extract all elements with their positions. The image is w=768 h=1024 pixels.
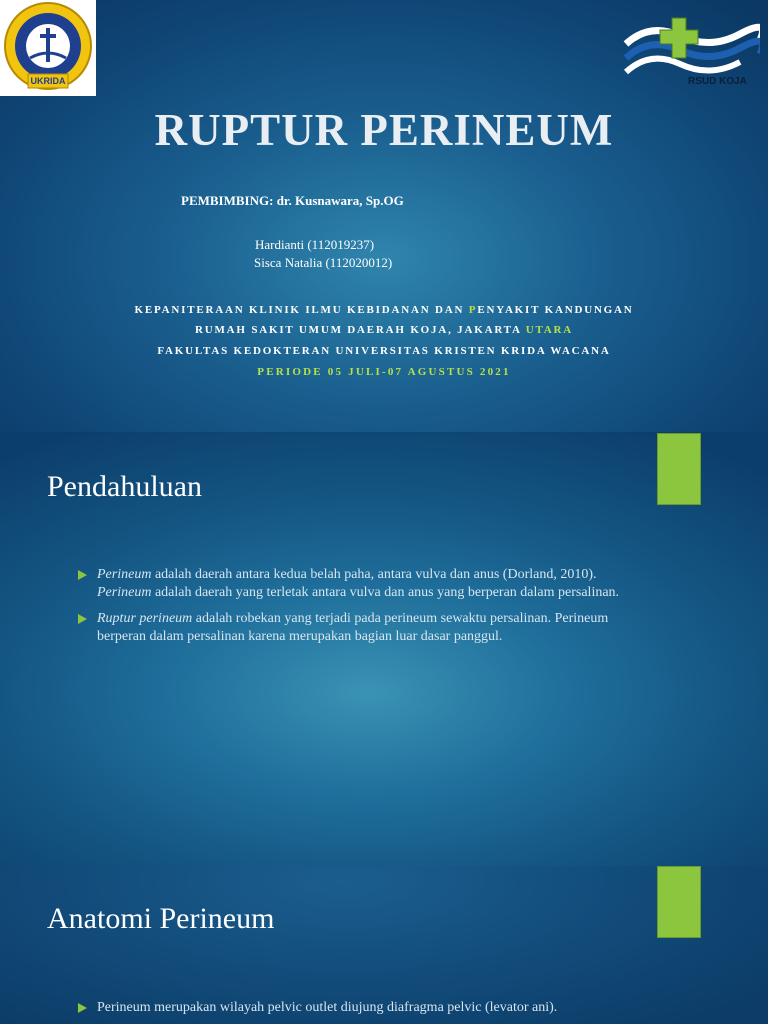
institution-text-highlight: UTARA xyxy=(525,324,573,336)
page-title: RUPTUR PERINEUM xyxy=(154,105,614,155)
bullet-list xyxy=(78,999,630,1024)
supervisor-text: PEMBIMBING: dr. Kusnawara, Sp.OG xyxy=(181,193,404,208)
body-text: Perineum merupakan wilayah pelvic outlet diujung diafragma pelvic (levator ani). xyxy=(97,1000,558,1015)
student-name: Hardianti (112019237) xyxy=(255,237,375,252)
ukrida-caption: UKRIDA xyxy=(30,76,66,86)
body-text: adalah daerah yang terletak antara vulva dan anus yang berperan dalam persalinan. xyxy=(151,585,620,600)
institution-line xyxy=(0,304,768,316)
rsud-koja-caption: RSUD KOJA xyxy=(688,76,747,87)
term-text: Perineum xyxy=(97,585,152,600)
institution-text: KEPANITERAAN KLINIK ILMU KEBIDANAN DAN xyxy=(134,304,469,316)
list-item xyxy=(78,610,630,646)
institution-text: RUMAH SAKIT UMUM DAERAH KOJA, JAKARTA xyxy=(195,324,526,336)
period-text: PERIODE 05 JULI-07 AGUSTUS 2021 xyxy=(257,366,511,378)
bullet-list xyxy=(78,566,630,654)
institution-text-highlight: P xyxy=(468,304,478,316)
institution-line xyxy=(0,324,768,336)
institution-text: ENYAKIT KANDUNGAN xyxy=(477,304,634,316)
rsud-koja-logo xyxy=(620,14,760,94)
term-text: Perineum xyxy=(97,567,152,582)
intro-slide xyxy=(0,432,768,866)
section-title: Anatomi Perineum xyxy=(47,902,275,935)
title-slide xyxy=(0,0,768,432)
anatomy-slide xyxy=(0,866,768,1024)
student-name: Sisca Natalia (112020012) xyxy=(254,255,393,270)
list-item xyxy=(78,566,630,602)
term-text: Ruptur perineum xyxy=(97,611,193,626)
institution-line: FAKULTAS KEDOKTERAN UNIVERSITAS KRISTEN KRIDA WACANA xyxy=(157,345,611,357)
accent-bar xyxy=(657,433,701,505)
accent-bar xyxy=(657,866,701,938)
body-text: adalah daerah antara kedua belah paha, antara vulva dan anus (Dorland, 2010). xyxy=(151,567,597,582)
list-item xyxy=(78,999,630,1017)
section-title: Pendahuluan xyxy=(47,470,202,503)
body-text: adalah robekan yang terjadi pada perineum sewaktu persalinan. Perineum berperan dalam persalinan karena merupakan bagian luar dasar panggul. xyxy=(97,611,609,644)
